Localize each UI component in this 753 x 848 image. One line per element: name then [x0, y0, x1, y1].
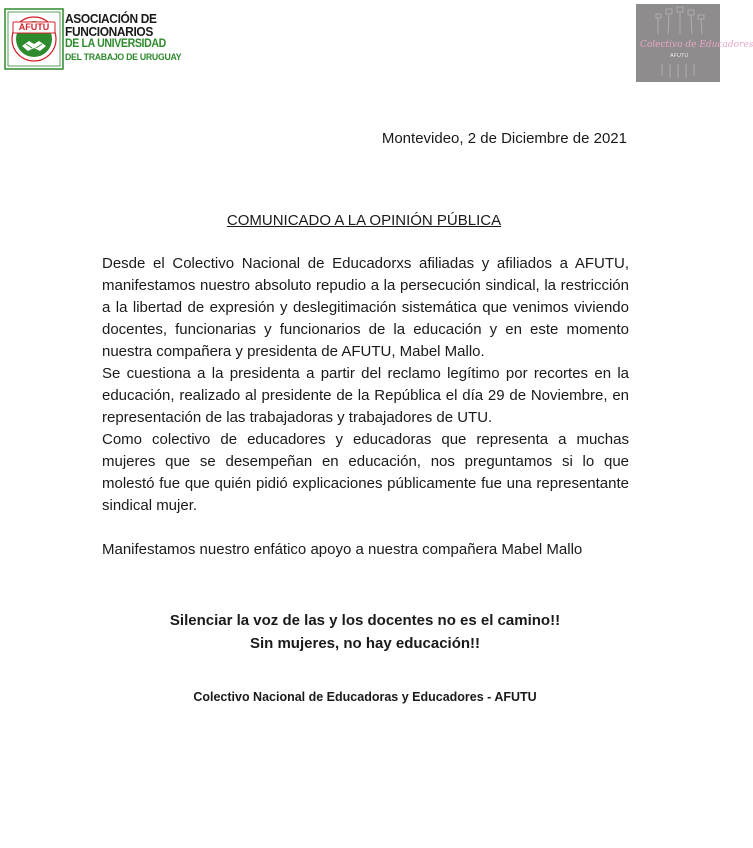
paragraph-3: Como colectivo de educadores y educadoras que representa a muchas mujeres que se desempeñan en educación, nos preguntamos si lo que molestó fue que quién pidió explicaciones públicamente fue una representante sindical mujer.	[102, 431, 629, 514]
paragraph-spacer	[102, 517, 629, 539]
colectivo-logo	[636, 4, 753, 82]
document-title: COMUNICADO A LA OPINIÓN PÚBLICA	[226, 212, 502, 229]
org-name-line-1: ASOCIACIÓN DE	[65, 11, 157, 26]
slogan-1: Silenciar la voz de las y los docentes no es el camino!!	[169, 612, 561, 629]
paragraph-1: Desde el Colectivo Nacional de Educadorxs afiliadas y afiliados a AFUTU, manifestamos nuestro absoluto repudio a la persecución sindical, la restricción a la libertad de expresión y deslegitimación sistemática que venimos viviendo docentes, funcionarias y funcionarios de la educación y en este momento nuestra compañera y presidenta de AFUTU, Mabel Mallo.	[102, 255, 629, 360]
afutu-logo	[4, 8, 182, 70]
afutu-emblem-text: AFUTU	[18, 22, 50, 32]
signature: Colectivo Nacional de Educadoras y Educadores - AFUTU	[193, 690, 537, 704]
paragraph-2: Se cuestiona a la presidenta a partir del reclamo legítimo por recortes en la educación, realizado al presidente de la República el día 29 de Noviembre, en representación de las trabajadoras y trabajadores de UTU.	[102, 365, 629, 426]
slogan-2: Sin mujeres, no hay educación!!	[249, 635, 481, 652]
support-statement: Manifestamos nuestro enfático apoyo a nuestra compañera Mabel Mallo	[102, 541, 583, 558]
org-name-line-3: DE LA UNIVERSIDAD	[65, 38, 166, 50]
dateline: Montevideo, 2 de Diciembre de 2021	[381, 130, 627, 147]
org-name-line-4: DEL TRABAJO DE URUGUAY	[65, 52, 182, 63]
slogans	[0, 609, 730, 655]
afutu-emblem-icon	[4, 8, 64, 70]
org-name-line-2: FUNCIONARIOS	[65, 24, 153, 39]
document-body	[102, 253, 629, 561]
org-name	[65, 11, 182, 64]
colectivo-title: Colectivo de Educadores	[640, 40, 753, 50]
colectivo-subtitle: AFUTU	[670, 53, 689, 59]
